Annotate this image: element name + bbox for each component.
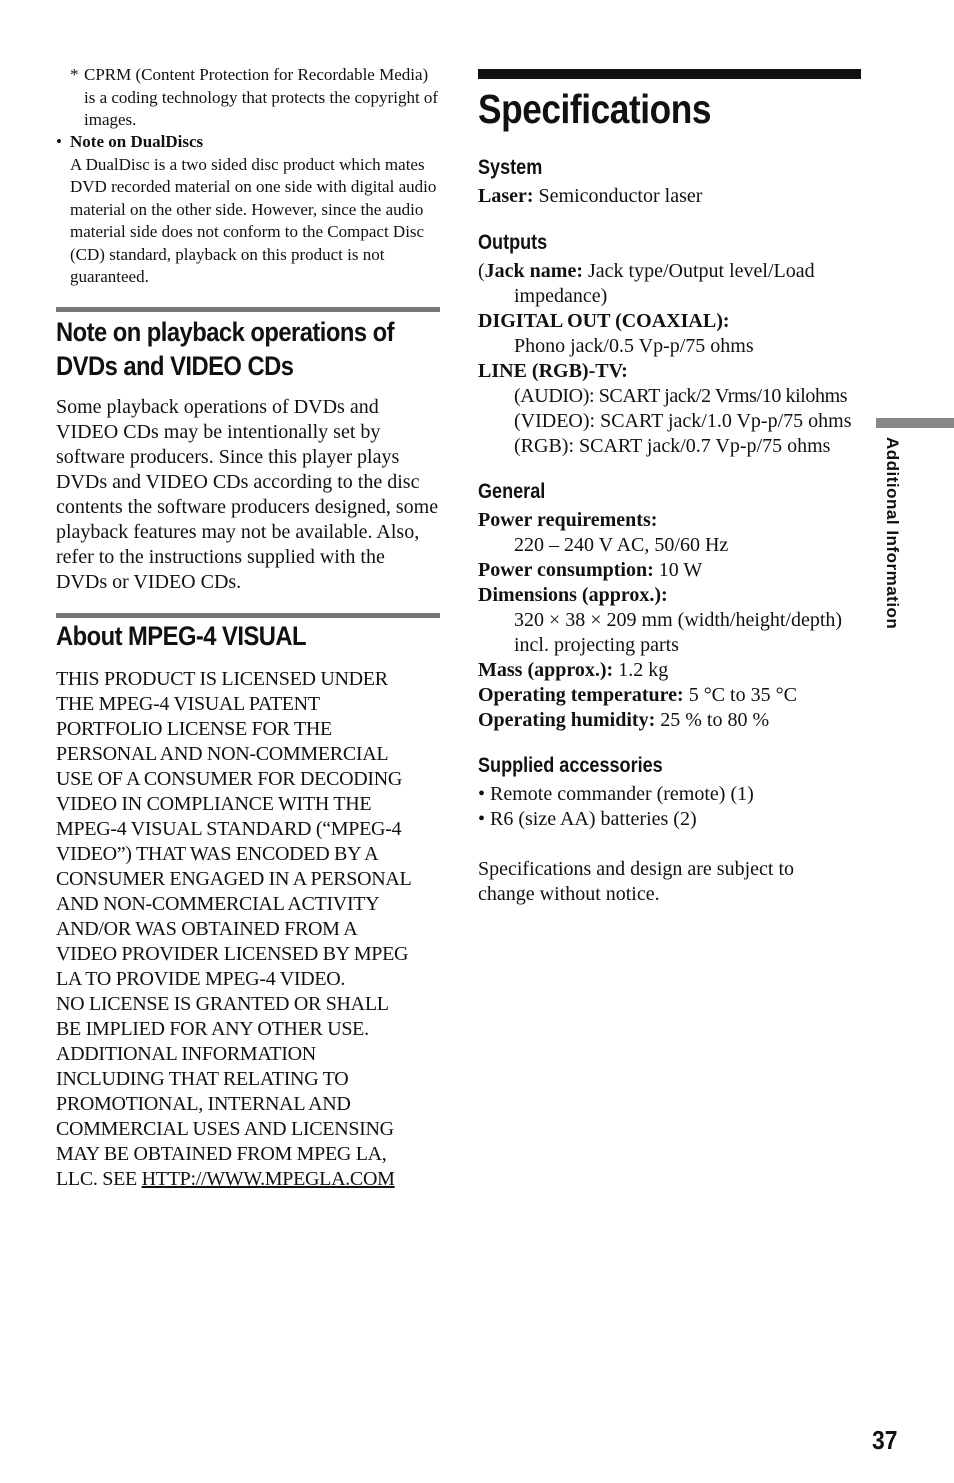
license-line: LA TO PROVIDE MPEG-4 VIDEO.	[56, 968, 346, 990]
dimensions-value-cont: incl. projecting parts	[514, 634, 679, 656]
power-req-value: 220 – 240 V AC, 50/60 Hz	[514, 534, 729, 556]
page-title: Specifications	[478, 86, 712, 132]
line-video-value: (VIDEO): SCART jack/1.0 Vp-p/75 ohms	[514, 410, 852, 432]
accessories-heading: Supplied accessories	[478, 754, 663, 777]
dimensions-label-text: Dimensions (approx.):	[478, 584, 668, 606]
digital-out-label	[478, 309, 730, 334]
line-rgb-label	[478, 359, 628, 384]
side-tab-label	[880, 437, 902, 630]
digital-out-label-text: DIGITAL OUT (COAXIAL):	[478, 310, 730, 332]
license-line: CONSUMER ENGAGED IN A PERSONAL	[56, 868, 412, 890]
dimensions-label	[478, 583, 668, 608]
license-line: MPEG-4 VISUAL STANDARD (“MPEG-4	[56, 818, 402, 840]
mass-spec	[478, 658, 668, 683]
line-rgb-value: (RGB): SCART jack/0.7 Vp-p/75 ohms	[514, 435, 831, 457]
license-line: THIS PRODUCT IS LICENSED UNDER	[56, 668, 388, 690]
mass-value: 1.2 kg	[613, 659, 669, 681]
accessory-item: • R6 (size AA) batteries (2)	[478, 808, 697, 830]
section-rule	[56, 307, 440, 312]
license-line: VIDEO”) THAT WAS ENCODED BY A	[56, 843, 379, 865]
license-last-prefix: LLC. SEE	[56, 1168, 142, 1190]
system-heading: System	[478, 156, 543, 179]
operating-temperature-spec	[478, 683, 797, 708]
footnote-marker: *	[70, 65, 79, 84]
license-line: USE OF A CONSUMER FOR DECODING	[56, 768, 403, 790]
license-line: PORTFOLIO LICENSE FOR THE	[56, 718, 332, 740]
general-heading: General	[478, 480, 546, 503]
power-cons-value: 10 W	[653, 559, 703, 581]
operating-humidity-label: Operating humidity:	[478, 709, 656, 731]
line-rgb-label-text: LINE (RGB)-TV:	[478, 360, 628, 382]
notice-line: Specifications and design are subject to	[478, 858, 795, 880]
playback-heading-line2: DVDs and VIDEO CDs	[56, 351, 294, 381]
line-audio-value: (AUDIO): SCART jack/2 Vrms/10 kilohms	[514, 385, 848, 407]
license-line: VIDEO PROVIDER LICENSED BY MPEG	[56, 943, 409, 965]
mpegla-link[interactable]: HTTP://WWW.MPEGLA.COM	[141, 1168, 395, 1190]
power-cons-spec	[478, 558, 702, 583]
license-line: VIDEO IN COMPLIANCE WITH THE	[56, 793, 372, 815]
operating-humidity-spec	[478, 708, 769, 733]
license-line: AND NON-COMMERCIAL ACTIVITY	[56, 893, 380, 915]
dimensions-value: 320 × 38 × 209 mm (width/height/depth)	[514, 609, 843, 631]
mpeg-license-text	[56, 667, 440, 1192]
jack-open-paren: (	[478, 260, 485, 282]
jack-name-value-cont: impedance)	[514, 285, 608, 307]
power-req-label-text: Power requirements:	[478, 509, 658, 531]
mass-label: Mass (approx.):	[478, 659, 614, 681]
license-line: ADDITIONAL INFORMATION	[56, 1043, 316, 1065]
accessory-item: • Remote commander (remote) (1)	[478, 783, 754, 805]
license-line: COMMERCIAL USES AND LICENSING	[56, 1118, 394, 1140]
license-line: PROMOTIONAL, INTERNAL AND	[56, 1093, 351, 1115]
mpeg-heading: About MPEG-4 VISUAL	[56, 621, 307, 651]
playback-heading	[56, 315, 394, 383]
license-line: MAY BE OBTAINED FROM MPEG LA,	[56, 1143, 387, 1165]
laser-spec	[478, 184, 702, 209]
side-tab-bar	[876, 418, 954, 428]
license-line: NO LICENSE IS GRANTED OR SHALL	[56, 993, 389, 1015]
license-line: PERSONAL AND NON-COMMERCIAL	[56, 743, 389, 765]
laser-label: Laser:	[478, 185, 534, 207]
outputs-heading: Outputs	[478, 231, 548, 254]
license-last-line	[56, 1167, 440, 1192]
playback-body: Some playback operations of DVDs and VIDEO CDs may be intentionally set by software producers. Since this player plays DVDs and VIDEO CDs according to the disc contents the software producers designed, some playback features may not be available. Also, refer to the instructions supplied with the DVDs or VIDEO CDs.	[56, 396, 439, 593]
operating-temperature-value: 5 °C to 35 °C	[683, 684, 797, 706]
power-req-label	[478, 508, 657, 533]
page-number: 37	[872, 1425, 898, 1455]
digital-out-value: Phono jack/0.5 Vp-p/75 ohms	[514, 335, 754, 357]
operating-humidity-value: 25 % to 80 %	[655, 709, 770, 731]
dualdisc-heading: Note on DualDiscs	[70, 132, 204, 151]
side-tab-text: Additional Information	[883, 437, 902, 630]
jack-name-value: Jack type/Output level/Load	[583, 260, 815, 282]
cprm-footnote	[70, 64, 442, 132]
jack-name-spec	[478, 259, 815, 284]
power-cons-label: Power consumption:	[478, 559, 654, 581]
jack-name-label: Jack name:	[484, 260, 583, 282]
license-line: INCLUDING THAT RELATING TO	[56, 1068, 349, 1090]
operating-temperature-label: Operating temperature:	[478, 684, 684, 706]
license-line: AND/OR WAS OBTAINED FROM A	[56, 918, 358, 940]
bullet: •	[56, 132, 62, 151]
title-rule	[478, 69, 861, 79]
notice-line: change without notice.	[478, 883, 660, 905]
dualdisc-body: A DualDisc is a two sided disc product which mates DVD recorded material on one side with digital audio material on the other side. However, since the audio material side does not conform to the Compact Disc (CD) standard, playback on this product is not guaranteed.	[70, 154, 437, 286]
section-rule	[56, 613, 440, 618]
license-line: BE IMPLIED FOR ANY OTHER USE.	[56, 1018, 369, 1040]
dualdisc-note	[56, 131, 440, 289]
cprm-footnote-text: CPRM (Content Protection for Recordable Media) is a coding technology that protects the copyright of images.	[84, 65, 439, 129]
playback-heading-line1: Note on playback operations of	[56, 317, 394, 347]
license-line: THE MPEG-4 VISUAL PATENT	[56, 693, 320, 715]
laser-value: Semiconductor laser	[533, 185, 703, 207]
